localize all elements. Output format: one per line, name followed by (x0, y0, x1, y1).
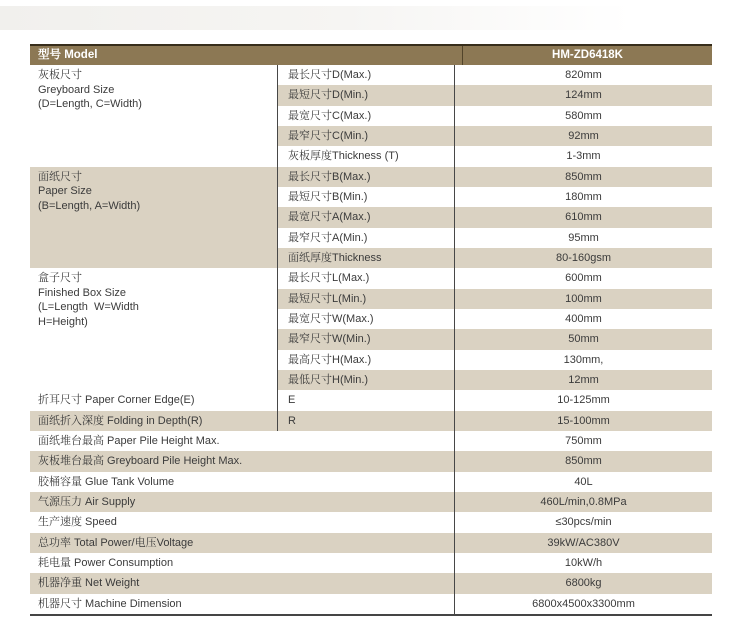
section-finished-box-size (30, 268, 712, 390)
table-row: 胶桶容量 Glue Tank Volume 40L (30, 472, 712, 492)
table-row: 最短尺寸B(Min.) 180mm (277, 187, 712, 207)
top-gradient-band (0, 6, 632, 30)
section-category: 面纸尺寸 Paper Size (B=Length, A=Width) (30, 167, 277, 269)
table-row: 总功率 Total Power/电压Voltage 39kW/AC380V (30, 533, 712, 553)
table-row: 耗电量 Power Consumption 10kW/h (30, 553, 712, 573)
section-category: 灰板尺寸 Greyboard Size (D=Length, C=Width) (30, 65, 277, 167)
table-row: 最长尺寸B(Max.) 850mm (277, 167, 712, 187)
table-row: 机器尺寸 Machine Dimension 6800x4500x3300mm (30, 594, 712, 614)
table-row: 最长尺寸D(Max.) 820mm (277, 65, 712, 85)
table-row: 最窄尺寸C(Min.) 92mm (277, 126, 712, 146)
table-row: 最宽尺寸C(Max.) 580mm (277, 106, 712, 126)
model-number: HM-ZD6418K (462, 46, 712, 65)
table-row: 面纸厚度Thickness 80-160gsm (277, 248, 712, 268)
section-paper-size (30, 167, 712, 269)
table-row: 机器净重 Net Weight 6800kg (30, 573, 712, 593)
table-row: 最高尺寸H(Max.) 130mm, (277, 350, 712, 370)
table-row: 最窄尺寸W(Min.) 50mm (277, 329, 712, 349)
table-row: 最宽尺寸A(Max.) 610mm (277, 207, 712, 227)
table-row-corner-edge: 折耳尺寸 Paper Corner Edge(E) E 10-125mm (30, 390, 712, 410)
section-greyboard-size (30, 65, 712, 167)
table-row: 最低尺寸H(Min.) 12mm (277, 370, 712, 390)
table-row: 面纸堆台最高 Paper Pile Height Max. 750mm (30, 431, 712, 451)
specification-table (30, 44, 712, 616)
table-row: 最宽尺寸W(Max.) 400mm (277, 309, 712, 329)
table-row: 最窄尺寸A(Min.) 95mm (277, 228, 712, 248)
table-header-row (30, 46, 712, 65)
table-row: 生产速度 Speed ≤30pcs/min (30, 512, 712, 532)
table-row: 最短尺寸D(Min.) 124mm (277, 85, 712, 105)
table-row: 最短尺寸L(Min.) 100mm (277, 289, 712, 309)
table-row: 灰板堆台最高 Greyboard Pile Height Max. 850mm (30, 451, 712, 471)
section-category: 盒子尺寸 Finished Box Size (L=Length W=Width H=Height) (30, 268, 277, 390)
model-header-label: 型号 Model (38, 49, 98, 61)
table-row-folding-depth: 面纸折入深度 Folding in Depth(R) R 15-100mm (30, 411, 712, 431)
table-row: 最长尺寸L(Max.) 600mm (277, 268, 712, 288)
table-row: 灰板厚度Thickness (T) 1-3mm (277, 146, 712, 166)
table-row: 气源压力 Air Supply 460L/min,0.8MPa (30, 492, 712, 512)
